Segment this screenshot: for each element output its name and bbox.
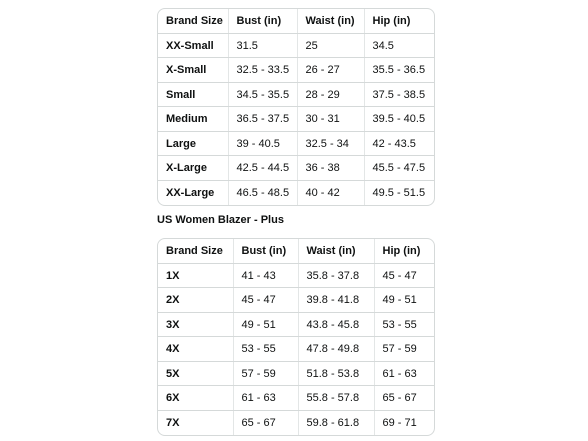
waist-cell: 40 - 42 <box>297 180 364 205</box>
hip-cell: 39.5 - 40.5 <box>364 107 434 132</box>
hip-cell: 37.5 - 38.5 <box>364 82 434 107</box>
waist-cell: 39.8 - 41.8 <box>298 288 374 313</box>
header-waist: Waist (in) <box>298 239 374 263</box>
header-brand-size: Brand Size <box>158 9 228 33</box>
bust-cell: 49 - 51 <box>233 312 298 337</box>
waist-cell: 32.5 - 34 <box>297 131 364 156</box>
waist-cell: 36 - 38 <box>297 156 364 181</box>
bust-cell: 31.5 <box>228 33 297 58</box>
size-cell: 7X <box>158 410 233 435</box>
hip-cell: 35.5 - 36.5 <box>364 58 434 83</box>
header-hip: Hip (in) <box>374 239 434 263</box>
size-cell: 3X <box>158 312 233 337</box>
waist-cell: 26 - 27 <box>297 58 364 83</box>
hip-cell: 57 - 59 <box>374 337 434 362</box>
hip-cell: 42 - 43.5 <box>364 131 434 156</box>
bust-cell: 65 - 67 <box>233 410 298 435</box>
table-row <box>158 33 434 58</box>
bust-cell: 53 - 55 <box>233 337 298 362</box>
size-cell: XX-Small <box>158 33 228 58</box>
table-row <box>158 82 434 107</box>
bust-cell: 41 - 43 <box>233 263 298 288</box>
waist-cell: 25 <box>297 33 364 58</box>
table-row <box>158 288 434 313</box>
size-cell: 2X <box>158 288 233 313</box>
size-chart-plus <box>157 238 435 436</box>
bust-cell: 42.5 - 44.5 <box>228 156 297 181</box>
size-table-standard <box>158 9 434 205</box>
hip-cell: 65 - 67 <box>374 386 434 411</box>
bust-cell: 39 - 40.5 <box>228 131 297 156</box>
waist-cell: 59.8 - 61.8 <box>298 410 374 435</box>
size-cell: XX-Large <box>158 180 228 205</box>
size-cell: Large <box>158 131 228 156</box>
hip-cell: 61 - 63 <box>374 361 434 386</box>
header-hip: Hip (in) <box>364 9 434 33</box>
hip-cell: 34.5 <box>364 33 434 58</box>
size-cell: 6X <box>158 386 233 411</box>
table-header-row <box>158 239 434 263</box>
bust-cell: 57 - 59 <box>233 361 298 386</box>
plus-section-title: US Women Blazer - Plus <box>157 214 284 226</box>
table-row <box>158 131 434 156</box>
hip-cell: 45.5 - 47.5 <box>364 156 434 181</box>
table-row <box>158 410 434 435</box>
header-brand-size: Brand Size <box>158 239 233 263</box>
bust-cell: 36.5 - 37.5 <box>228 107 297 132</box>
hip-cell: 49 - 51 <box>374 288 434 313</box>
table-row <box>158 58 434 83</box>
size-cell: X-Large <box>158 156 228 181</box>
table-row <box>158 312 434 337</box>
waist-cell: 51.8 - 53.8 <box>298 361 374 386</box>
table-row <box>158 361 434 386</box>
hip-cell: 49.5 - 51.5 <box>372 186 426 199</box>
hip-cell: 45 - 47 <box>374 263 434 288</box>
bust-cell: 61 - 63 <box>233 386 298 411</box>
size-table-plus <box>158 239 434 435</box>
table-row <box>158 180 434 205</box>
header-bust: Bust (in) <box>233 239 298 263</box>
header-bust: Bust (in) <box>228 9 297 33</box>
table-row <box>158 386 434 411</box>
waist-cell: 43.8 - 45.8 <box>298 312 374 337</box>
waist-cell: 35.8 - 37.8 <box>298 263 374 288</box>
bust-cell: 34.5 - 35.5 <box>228 82 297 107</box>
size-cell: 1X <box>158 263 233 288</box>
hip-cell: 69 - 71 <box>382 416 417 429</box>
size-cell: Small <box>158 82 228 107</box>
table-row <box>158 263 434 288</box>
size-cell: X-Small <box>158 58 228 83</box>
waist-cell: 47.8 - 49.8 <box>298 337 374 362</box>
bust-cell: 46.5 - 48.5 <box>228 180 297 205</box>
size-cell: 4X <box>158 337 233 362</box>
size-chart-standard <box>157 8 435 206</box>
table-row <box>158 337 434 362</box>
waist-cell: 55.8 - 57.8 <box>298 386 374 411</box>
table-row <box>158 107 434 132</box>
waist-cell: 28 - 29 <box>297 82 364 107</box>
header-waist: Waist (in) <box>297 9 364 33</box>
hip-cell: 53 - 55 <box>374 312 434 337</box>
table-header-row <box>158 9 434 33</box>
waist-cell: 30 - 31 <box>297 107 364 132</box>
table-row <box>158 156 434 181</box>
size-cell: 5X <box>158 361 233 386</box>
bust-cell: 32.5 - 33.5 <box>228 58 297 83</box>
bust-cell: 45 - 47 <box>233 288 298 313</box>
size-cell: Medium <box>158 107 228 132</box>
